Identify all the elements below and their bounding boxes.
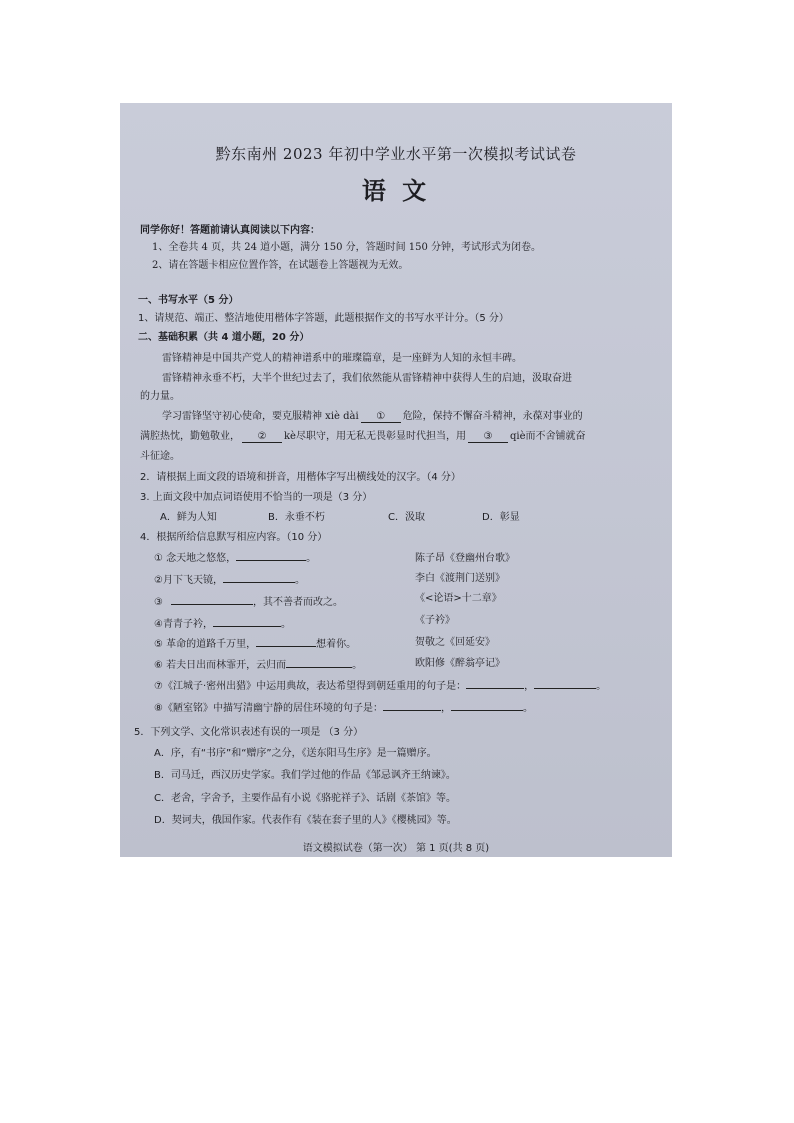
- answer-blank: [286, 667, 352, 668]
- q4-item-text: ，其不善者而改之。: [252, 597, 343, 608]
- q4-item-text: ②月下飞天镜，: [154, 575, 223, 586]
- q4-item-text: ① 念天地之悠悠，: [154, 553, 237, 564]
- q4-item-text: 。: [294, 575, 305, 586]
- q4-source-3: 《<论语>十二章》: [415, 593, 502, 604]
- q4-item-2: [154, 571, 305, 586]
- answer-blank: [256, 646, 316, 647]
- passage-text: 学习雷锋坚守初心使命，要克服精神 xiè dài: [162, 411, 359, 422]
- q4-source-5: 贺敬之《回延安》: [415, 637, 495, 648]
- page-footer: 语文模拟试卷（第一次） 第 1 页(共 8 页): [302, 843, 490, 854]
- exam-title: 黔东南州 2023 年初中学业水平第一次模拟考试试卷: [215, 145, 577, 163]
- q5-option-b: B．司马迁，西汉历史学家。我们学过他的作品《邹忌讽齐王纳谏》。: [154, 770, 456, 781]
- passage-line-6: 斗征途。: [140, 451, 180, 462]
- passage-line-3: 的力量。: [140, 391, 180, 402]
- notice-item-2: 2、请在答题卡相应位置作答，在试题卷上答题视为无效。: [152, 260, 409, 271]
- q4-item-4: [154, 615, 291, 630]
- q4-comma: ，: [440, 703, 451, 714]
- notice-heading: 同学你好！答题前请认真阅读以下内容：: [140, 225, 320, 236]
- notice-item-1: 1、全卷共 4 页，共 24 道小题，满分 150 分，答题时间 150 分钟，考试形式为闭卷。: [152, 242, 542, 253]
- q5-option-d: D．契诃夫，俄国作家。代表作有《装在套子里的人》《樱桃园》等。: [154, 815, 457, 826]
- question-2: 2．请根据上面文段的语境和拼音，用楷体字写出横线处的汉字。（4 分）: [140, 472, 461, 483]
- q4-item-text: ⑤ 革命的道路千万里，: [154, 639, 257, 650]
- q4-item-text: ⑦《江城子·密州出猎》中运用典故，表达希望得到朝廷重用的句子是：: [154, 681, 467, 692]
- passage-text: qiè而不舍铺就奋: [509, 431, 586, 442]
- q3-option-b: B．永垂不朽: [268, 512, 325, 523]
- passage-line-4: [162, 407, 583, 423]
- exam-paper: [120, 103, 672, 857]
- answer-blank: [466, 688, 524, 689]
- section1-heading: 一、书写水平（5 分）: [138, 295, 239, 306]
- q5-option-a: A．序，有“书序”和“赠序”之分，《送东阳马生序》是一篇赠序。: [154, 748, 437, 759]
- q4-end: 。: [522, 703, 533, 714]
- passage-line-5: [140, 427, 586, 443]
- q4-source-1: 陈子昂《登幽州台歌》: [415, 553, 515, 564]
- q4-item-text: 。: [352, 660, 363, 671]
- q4-item-1: [154, 549, 316, 564]
- q4-item-text: 。: [306, 553, 317, 564]
- blank-1: ①: [361, 411, 401, 423]
- question-3: 3. 上面文段中加点词语使用不恰当的一项是（3 分）: [140, 492, 373, 503]
- q4-source-6: 欧阳修《醉翁亭记》: [415, 658, 505, 669]
- q5-option-c: C．老舍，字舍予，主要作品有小说《骆驼祥子》、话剧《茶馆》等。: [154, 793, 456, 804]
- passage-text: kè尽职守，用无私无畏彰显时代担当，用: [284, 431, 466, 442]
- question-5: 5．下列文学、文化常识表述有误的一项是 （3 分）: [134, 727, 364, 738]
- q3-option-a: A．鲜为人知: [160, 512, 217, 523]
- q4-item-5: [154, 635, 356, 650]
- answer-blank: [236, 560, 306, 561]
- answer-blank: [534, 688, 596, 689]
- answer-blank: [383, 710, 441, 711]
- answer-blank: [213, 626, 281, 627]
- q4-item-6: [154, 656, 362, 671]
- q3-option-d: D．彰显: [482, 512, 520, 523]
- q4-item-text: ④青青子衿，: [154, 619, 213, 630]
- subject-title: 语 文: [361, 176, 431, 205]
- section2-heading: 二、基础积累（共 4 道小题，20 分）: [138, 332, 310, 343]
- q4-end: 。: [596, 681, 607, 692]
- answer-blank: [451, 710, 523, 711]
- q3-option-c: C．汲取: [388, 512, 425, 523]
- passage-text: 危险，保持不懈奋斗精神，永葆对事业的: [402, 411, 583, 422]
- q4-item-7: [154, 677, 606, 692]
- q4-item-text: 想着你。: [316, 639, 357, 650]
- passage-line-2: 雷锋精神永垂不朽，大半个世纪过去了，我们依然能从雷锋精神中获得人生的启迪，汲取奋进: [162, 373, 572, 384]
- q4-item-text: ⑥ 若夫日出而林霏开，云归而: [154, 660, 287, 671]
- answer-blank: [223, 582, 295, 583]
- passage-line-1: 雷锋精神是中国共产党人的精神谱系中的璀璨篇章，是一座鲜为人知的永恒丰碑。: [162, 353, 522, 364]
- q4-item-8: [154, 699, 533, 714]
- question-1: 1、请规范、端正、整洁地使用楷体字答题，此题根据作文的书写水平计分。（5 分）: [138, 313, 509, 324]
- q4-item-text: 。: [280, 619, 291, 630]
- answer-blank: [171, 604, 253, 605]
- blank-2: ②: [242, 431, 282, 443]
- q4-item-text: ⑧《陋室铭》中描写清幽宁静的居住环境的句子是：: [154, 703, 383, 714]
- question-4: 4．根据所给信息默写相应内容。（10 分）: [140, 532, 328, 543]
- blank-3: ③: [468, 431, 508, 443]
- q4-item-text: ③: [154, 597, 163, 608]
- q4-item-3: [154, 593, 343, 608]
- q4-comma: ，: [524, 681, 535, 692]
- q4-source-4: 《子衿》: [415, 615, 455, 626]
- q4-source-2: 李白《渡荆门送别》: [415, 573, 505, 584]
- passage-text: 满腔热忱，勤勉敬业，: [140, 431, 240, 442]
